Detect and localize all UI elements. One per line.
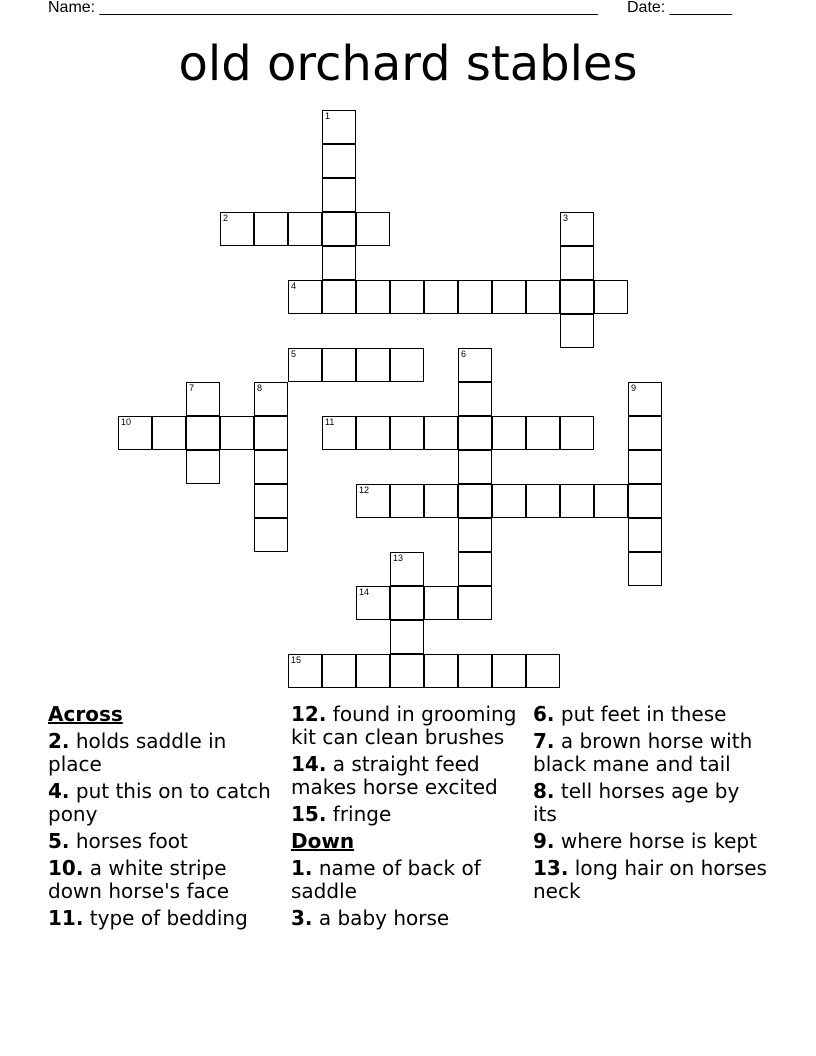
grid-cell[interactable] — [390, 416, 424, 450]
name-field: Name: ________________________________________________________ — [48, 0, 598, 16]
grid-cell[interactable] — [288, 280, 322, 314]
grid-cell[interactable] — [356, 484, 390, 518]
grid-cell[interactable] — [492, 484, 526, 518]
grid-cell[interactable] — [254, 484, 288, 518]
grid-cell[interactable] — [186, 416, 220, 450]
grid-cell[interactable] — [356, 212, 390, 246]
grid-cell[interactable] — [560, 416, 594, 450]
grid-cell[interactable] — [254, 382, 288, 416]
grid-cell[interactable] — [254, 212, 288, 246]
grid-cell[interactable] — [492, 654, 526, 688]
grid-cell[interactable] — [254, 450, 288, 484]
grid-cell[interactable] — [356, 586, 390, 620]
grid-cell[interactable] — [424, 280, 458, 314]
clue-number: 1 — [325, 111, 331, 121]
clue-number: 8 — [257, 383, 263, 393]
grid-cell[interactable] — [356, 416, 390, 450]
grid-cell[interactable] — [526, 416, 560, 450]
grid-cell[interactable] — [220, 416, 254, 450]
clue-across-4: 4. put this on to catch pony — [48, 779, 271, 826]
grid-cell[interactable] — [390, 620, 424, 654]
grid-cell[interactable] — [288, 348, 322, 382]
clue-across-10: 10. a white stripe down horse's face — [48, 856, 230, 903]
clue-number: 6 — [461, 349, 467, 359]
grid-cell[interactable] — [458, 450, 492, 484]
clue-number: 12 — [359, 485, 370, 495]
grid-cell[interactable] — [390, 552, 424, 586]
grid-cell[interactable] — [186, 450, 220, 484]
grid-cell[interactable] — [560, 212, 594, 246]
clue-down-3: 3. a baby horse — [291, 906, 450, 930]
grid-cell[interactable] — [390, 484, 424, 518]
clue-number: 10 — [121, 417, 132, 427]
clue-across-2: 2. holds saddle in place — [48, 729, 227, 776]
grid-cell[interactable] — [390, 348, 424, 382]
clue-number: 2 — [223, 213, 229, 223]
clue-number: 14 — [359, 587, 370, 597]
grid-cell[interactable] — [458, 654, 492, 688]
date-field: Date: _______ — [627, 0, 732, 16]
grid-cell[interactable] — [254, 416, 288, 450]
grid-cell[interactable] — [322, 246, 356, 280]
grid-cell[interactable] — [322, 348, 356, 382]
grid-cell[interactable] — [458, 416, 492, 450]
clue-column-1 — [48, 703, 278, 934]
clue-across-14: 14. a straight feed makes horse excited — [291, 752, 498, 799]
grid-cell[interactable] — [254, 518, 288, 552]
clue-down-8: 8. tell horses age by its — [533, 779, 740, 826]
grid-cell[interactable] — [424, 654, 458, 688]
grid-cell[interactable] — [560, 484, 594, 518]
grid-cell[interactable] — [390, 654, 424, 688]
clue-number: 5 — [291, 349, 297, 359]
clue-across-5: 5. horses foot — [48, 829, 188, 853]
clue-across-15: 15. fringe — [291, 802, 392, 826]
grid-cell[interactable] — [492, 416, 526, 450]
grid-cell[interactable] — [424, 484, 458, 518]
grid-cell[interactable] — [458, 518, 492, 552]
clue-number: 13 — [393, 553, 404, 563]
grid-cell[interactable] — [322, 144, 356, 178]
clue-down-1: 1. name of back of saddle — [291, 856, 481, 903]
clue-number: 9 — [631, 383, 637, 393]
grid-cell[interactable] — [458, 484, 492, 518]
clue-number: 3 — [563, 213, 569, 223]
grid-cell[interactable] — [288, 212, 322, 246]
grid-cell[interactable] — [356, 280, 390, 314]
grid-cell[interactable] — [322, 212, 356, 246]
grid-cell[interactable] — [424, 586, 458, 620]
clue-down-9: 9. where horse is kept — [533, 829, 757, 853]
clue-number: 4 — [291, 281, 297, 291]
grid-cell[interactable] — [322, 280, 356, 314]
clue-down-6: 6. put feet in these — [533, 702, 727, 726]
grid-cell[interactable] — [628, 382, 662, 416]
grid-cell[interactable] — [458, 586, 492, 620]
grid-cell[interactable] — [458, 552, 492, 586]
grid-cell[interactable] — [628, 552, 662, 586]
grid-cell[interactable] — [458, 382, 492, 416]
grid-cell[interactable] — [458, 280, 492, 314]
clue-across-12: 12. found in grooming kit can clean brushes — [291, 702, 517, 749]
grid-cell[interactable] — [390, 586, 424, 620]
grid-cell[interactable] — [322, 178, 356, 212]
grid-cell[interactable] — [458, 348, 492, 382]
grid-cell[interactable] — [356, 654, 390, 688]
grid-cell[interactable] — [118, 416, 152, 450]
clue-across-11: 11. type of bedding — [48, 906, 248, 930]
grid-cell[interactable] — [322, 110, 356, 144]
grid-cell[interactable] — [152, 416, 186, 450]
grid-cell[interactable] — [322, 654, 356, 688]
grid-cell[interactable] — [356, 348, 390, 382]
across-heading: Across — [48, 702, 123, 726]
grid-cell[interactable] — [628, 450, 662, 484]
grid-cell[interactable] — [526, 654, 560, 688]
grid-cell[interactable] — [594, 484, 628, 518]
grid-cell[interactable] — [560, 314, 594, 348]
grid-cell[interactable] — [628, 484, 662, 518]
puzzle-title: old orchard stables — [178, 36, 638, 92]
grid-cell[interactable] — [594, 280, 628, 314]
grid-cell[interactable] — [220, 212, 254, 246]
clue-number: 11 — [325, 417, 335, 427]
grid-cell[interactable] — [628, 416, 662, 450]
grid-cell[interactable] — [560, 280, 594, 314]
clue-down-7: 7. a brown horse with black mane and tail — [533, 729, 753, 776]
grid-cell[interactable] — [424, 416, 458, 450]
clue-column-3 — [533, 703, 768, 907]
grid-cell[interactable] — [186, 382, 220, 416]
clue-down-13: 13. long hair on horses neck — [533, 856, 767, 903]
grid-cell[interactable] — [492, 280, 526, 314]
clue-number: 15 — [291, 655, 302, 665]
grid-cell[interactable] — [628, 518, 662, 552]
grid-cell[interactable] — [322, 416, 356, 450]
grid-cell[interactable] — [390, 280, 424, 314]
grid-cell[interactable] — [288, 654, 322, 688]
grid-cell[interactable] — [526, 280, 560, 314]
clue-column-2 — [291, 703, 521, 934]
down-heading: Down — [291, 829, 355, 853]
clue-number: 7 — [189, 383, 195, 393]
grid-cell[interactable] — [526, 484, 560, 518]
grid-cell[interactable] — [560, 246, 594, 280]
